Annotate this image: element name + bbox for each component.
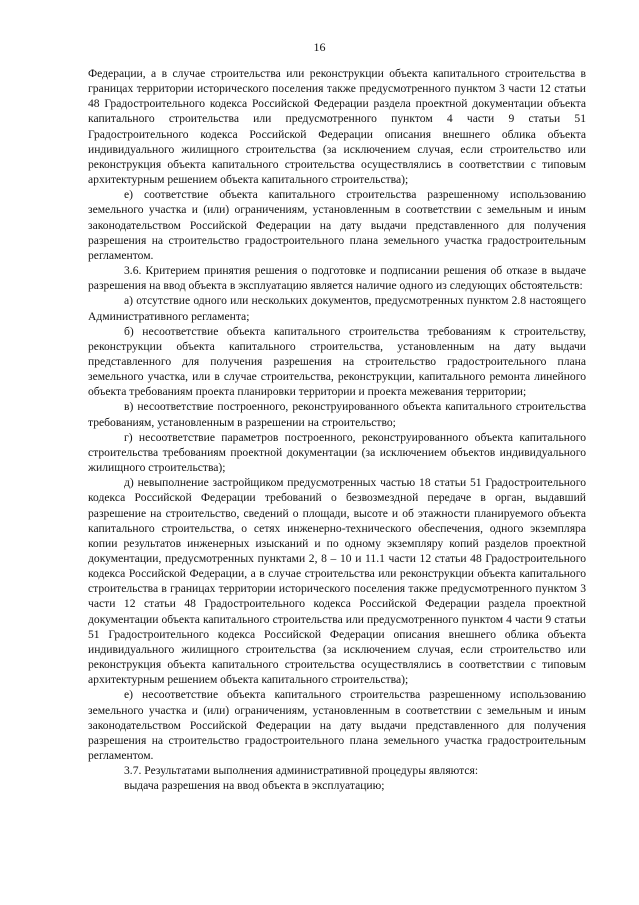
paragraph-item-e-noncompliance: е) несоответствие объекта капитального строительства разрешенному использованию земельного участка и (или) ограничениям, установленным в соответствии с земельным и иным законодательством Российской Федерации на дату выдачи представленного для получения разрешения на строительство градостроительного плана земельного участка градостроительным регламентом. — [88, 688, 586, 763]
paragraph-3-7: 3.7. Результатами выполнения административной процедуры являются: — [124, 764, 479, 778]
paragraph-item-a: а) отсутствие одного или нескольких документов, предусмотренных пунктом 2.8 настоящего Административного регламента; — [88, 294, 586, 323]
paragraph-item-v: в) несоответствие построенного, реконструированного объекта капитального строительства требованиям, установленным в разрешении на строительство; — [88, 400, 586, 429]
paragraph-item-d: д) невыполнение застройщиком предусмотренных частью 18 статьи 51 Градостроительного кодекса Российской Федерации требований о безвозмездной передаче в орган, выдавший разрешение на строительство, сведений о площади, высоте и об этажности планируемого объекта капитального строительства, о сетях инженерно-технического обеспечения, одного экземпляра копии результатов инженерных изысканий и по одному экземпляру копий разделов проектной документации, предусмотренных пунктами 2, 8 – 10 и 11.1 части 12 статьи 48 Градостроительного кодекса Российской Федерации, а в случае строительства или реконструкции объекта капитального строительства в границах территории исторического поселения также предусмотренного пунктом 3 части 12 статьи 48 Градостроительного кодекса Российской Федерации раздела проектной документации объекта капитального строительства или предусмотренного пунктом 4 части 9 статьи 51 Градостроительного кодекса Российской Федерации описания внешнего облика объекта индивидуального жилищного строительства (за исключением случая, если строительство или реконструкция объекта капитального строительства осуществлялись в соответствии с типовым архитектурным решением объекта капитального строительства); — [88, 476, 586, 687]
paragraph-item-g: г) несоответствие параметров построенного, реконструированного объекта капитального строительства требованиям проектной документации (за исключением объектов индивидуального жилищного строительства); — [88, 430, 586, 475]
document-body — [88, 66, 586, 794]
paragraph-continuation: Федерации, а в случае строительства или реконструкции объекта капитального строительства в границах территории исторического поселения также предусмотренного пунктом 3 части 12 статьи 48 Градостроительного кодекса Российской Федерации раздела проектной документации объекта капитального строительства или предусмотренного пунктом 4 части 9 статьи 51 Градостроительного кодекса Российской Федерации описания внешнего облика объекта индивидуального жилищного строительства (за исключением случая, если строительство или реконструкция объекта капитального строительства осуществлялись в соответствии с типовым архитектурным решением объекта капитального строительства); — [88, 67, 586, 187]
paragraph-result-item: выдача разрешения на ввод объекта в эксплуатацию; — [124, 779, 385, 793]
paragraph-3-6: 3.6. Критерием принятия решения о подготовке и подписании решения об отказе в выдаче разрешения на ввод объекта в эксплуатацию является наличие одного из следующих обстоятельств: — [88, 264, 586, 293]
paragraph-item-e-compliance: е) соответствие объекта капитального строительства разрешенному использованию земельного участка и (или) ограничениям, установленным в соответствии с земельным и иным законодательством Российской Федерации на дату выдачи представленного для получения разрешения на строительство градостроительного плана земельного участка градостроительным регламентом. — [88, 188, 586, 262]
page-number: 16 — [313, 40, 326, 54]
paragraph-item-b: б) несоответствие объекта капитального строительства требованиям к строительству, реконструкции объекта капитального строительства, установленным на дату выдачи представленного для получения разрешения на строительство градостроительного плана земельного участка, или в случае строительства, реконструкции, капитального ремонта линейного объекта требованиям проекта планировки территории и проекта межевания территории; — [88, 324, 586, 399]
